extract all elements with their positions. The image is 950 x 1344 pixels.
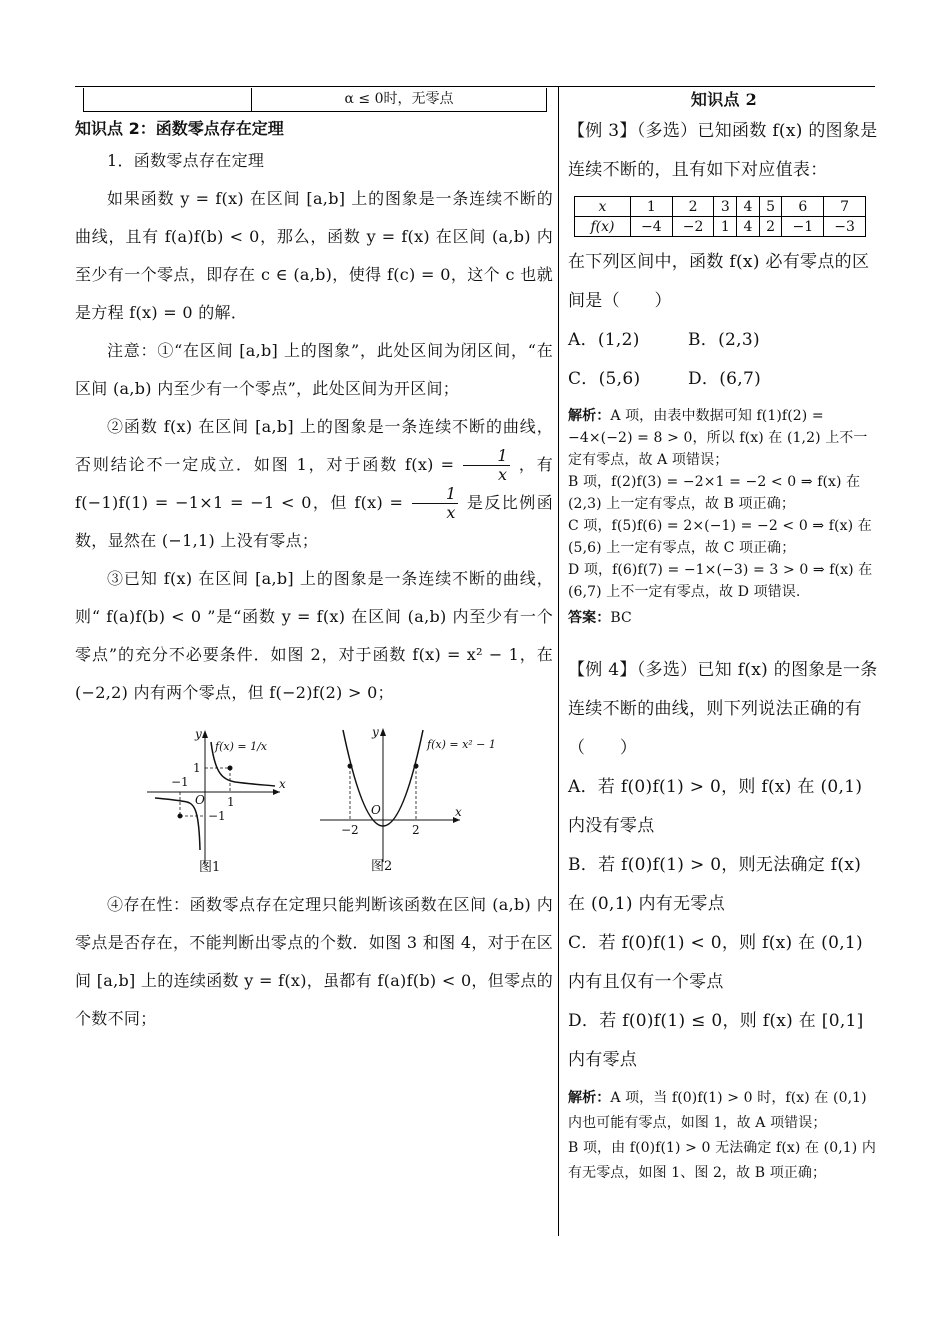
fig1-y-arrow	[202, 730, 208, 738]
figure-1	[147, 727, 286, 872]
solution-line: A 项，当 f(0)f(1) > 0 时，f(x) 在 (0,1) 内也可能有零点，如图 1，故 A 项错误；	[568, 1090, 867, 1131]
fig1-ytick-m1: −1	[208, 809, 226, 823]
fig2-tick-neg2: −2	[341, 823, 359, 837]
example-3-question: 在下列区间中，函数 f(x) 必有零点的区间是（ ）	[568, 252, 870, 311]
solution-line: A 项，由表中数据可知 f(1)f(2) = −4×(−2) = 8 > 0，所以 f(x) 在 (1,2) 上不一定有零点，故 A 项错误；	[568, 408, 868, 468]
table-header-fx: f(x)	[575, 217, 631, 237]
left-column	[75, 88, 553, 1038]
table-cell: 4	[737, 217, 760, 237]
option-c: C．(5,6)	[568, 369, 641, 389]
example-4-option-a: A．若 f(0)f(1) > 0，则 f(x) 在 (0,1) 内没有零点	[568, 777, 863, 836]
answer-label: 答案：	[568, 610, 611, 626]
option-a: A．(1,2)	[568, 330, 640, 350]
top-rule	[75, 86, 875, 87]
note-2-part-c: 是反比例函数，显然在 (−1,1) 上没有零点；	[75, 493, 554, 550]
fraction-numerator: 1	[463, 447, 509, 466]
table-cell: 2	[759, 217, 782, 237]
fig2-func-label: f(x) = x² − 1	[427, 738, 496, 751]
fig1-tick-neg1: −1	[171, 775, 189, 789]
figure-graphs	[75, 722, 545, 872]
example-3-options-row-2	[568, 360, 880, 399]
top-table-cell: α ≤ 0时，无零点	[344, 91, 454, 107]
solution-line: B 项，f(2)f(3) = −2×1 = −2 < 0 ⇒ f(x) 在 (2,3) 上一定有零点，故 B 项正确；	[568, 474, 861, 512]
top-table-fragment	[83, 88, 547, 112]
option-b: B．(2,3)	[688, 330, 760, 350]
answer	[568, 607, 880, 629]
table-cell: −3	[824, 217, 866, 237]
fig2-y-arrow	[380, 728, 386, 736]
example-3-solution	[568, 405, 880, 629]
right-column	[568, 88, 880, 1186]
example-3-options-row-1	[568, 321, 880, 360]
fig2-y-label: y	[372, 725, 379, 739]
fig2-x-label: x	[455, 805, 462, 819]
fig2-caption: 图2	[371, 859, 393, 872]
table-cell: 2	[672, 197, 714, 217]
section-title: 知识点 2：函数零点存在定理	[75, 119, 284, 138]
solution-label: 解析：	[568, 408, 611, 424]
table-cell: −2	[672, 217, 714, 237]
fig2-origin: O	[371, 803, 381, 817]
fraction-denominator: x	[446, 503, 456, 522]
table-cell: −4	[631, 217, 673, 237]
fig2-point-right	[414, 764, 419, 769]
option-d: D．(6,7)	[688, 369, 762, 389]
solution-label: 解析：	[568, 1090, 611, 1106]
fig1-func-label: f(x) = 1/x	[215, 740, 267, 753]
table-row-fx	[575, 217, 866, 237]
note-2-part-a: ②函数 f(x) 在区间 [a,b] 上的图象是一条连续不断的曲线，否则结论不一定成立．如图 1，对于函数 f(x) =	[75, 417, 553, 474]
top-table-empty-cell	[84, 88, 252, 111]
answer-value: BC	[610, 610, 632, 626]
table-cell: 6	[782, 197, 824, 217]
table-cell: 1	[631, 197, 673, 217]
fig2-point-left	[348, 764, 353, 769]
solution-line: D 项，f(6)f(7) = −1×(−3) = 3 > 0 ⇒ f(x) 在 (6,7) 上不一定有零点，故 D 项错误.	[568, 562, 873, 600]
note-4: ④存在性：函数零点存在定理只能判断该函数在区间 (a,b) 内零点是否存在，不能判断出零点的个数．如图 3 和图 4，对于在区间 [a,b] 上的连续函数 y = f(x)，虽都有 f(a)f(b) < 0，但零点的个数不同；	[75, 895, 553, 1028]
note-3: ③已知 f(x) 在区间 [a,b] 上的图象是一条连续不断的曲线，则“ f(a)f(b) < 0 ”是“函数 y = f(x) 在区间 (a,b) 内至少有一个零点”的充分不必要条件．如图 2，对于函数 f(x) = x² − 1，在 (−2,2) 内有两个零点，但 f(−2)f(2) > 0；	[75, 569, 553, 702]
note-1: 注意：①“在区间 [a,b] 上的图象”，此处区间为闭区间，“在区间 (a,b) 内至少有一个零点”，此处区间为开区间；	[75, 341, 553, 398]
fig1-ytick-1: 1	[193, 761, 201, 775]
theorem-statement: 如果函数 y = f(x) 在区间 [a,b] 上的图象是一条连续不断的曲线，且有 f(a)f(b) < 0，那么，函数 y = f(x) 在区间 (a,b) 内至少有一个零点，即存在 c ∈ (a,b)，使得 f(c) = 0，这个 c 也就是方程 f(x) = 0 的解．	[75, 189, 553, 322]
fig1-point-1-1	[228, 766, 233, 771]
fig1-origin: O	[195, 793, 205, 807]
fig2-tick-pos2: 2	[412, 823, 420, 837]
figure-2	[320, 725, 496, 872]
fig1-y-label: y	[195, 727, 202, 741]
note-2	[75, 408, 553, 560]
example-4-stem: 【例 4】（多选）已知 f(x) 的图象是一条连续不断的曲线，则下列说法正确的有（ ）	[568, 660, 878, 758]
example-4-option-b: B．若 f(0)f(1) > 0，则无法确定 f(x) 在 (0,1) 内有无零点	[568, 855, 862, 914]
table-cell: 1	[714, 217, 737, 237]
fig1-branch-negative	[155, 798, 200, 850]
table-cell: 5	[759, 197, 782, 217]
example-3-stem: 【例 3】（多选）已知函数 f(x) 的图象是连续不断的，且有如下对应值表：	[568, 121, 878, 180]
table-cell: 3	[714, 197, 737, 217]
solution-line: C 项，f(5)f(6) = 2×(−1) = −2 < 0 ⇒ f(x) 在 (5,6) 上一定有零点，故 C 项正确；	[568, 518, 872, 556]
fig1-point-m1-m1	[178, 814, 183, 819]
column-divider	[558, 86, 559, 1236]
right-header: 知识点 2	[690, 90, 758, 109]
table-cell: −1	[782, 217, 824, 237]
example-4-option-d: D．若 f(0)f(1) ≤ 0，则 f(x) 在 [0,1] 内有零点	[568, 1011, 864, 1070]
fig1-x-label: x	[279, 777, 286, 791]
solution-line: B 项，由 f(0)f(1) > 0 无法确定 f(x) 在 (0,1) 内有无零点，如图 1、图 2，故 B 项正确；	[568, 1140, 876, 1181]
table-cell: 4	[737, 197, 760, 217]
fig1-caption: 图1	[199, 860, 221, 872]
example-4-option-c: C．若 f(0)f(1) < 0，则 f(x) 在 (0,1) 内有且仅有一个零点	[568, 933, 863, 992]
table-header-x: x	[575, 197, 631, 217]
note-2-part-b: ，有 f(−1)f(1) = −1×1 = −1 < 0，但 f(x) =	[75, 455, 554, 512]
example-4-solution	[568, 1086, 880, 1186]
fraction-denominator: x	[497, 465, 508, 484]
fig1-tick-pos1: 1	[227, 795, 235, 809]
theorem-heading: 1．函数零点存在定理	[107, 151, 265, 170]
table-row-x	[575, 197, 866, 217]
fraction-numerator: 1	[412, 485, 458, 504]
fraction-1-over-x-2	[412, 485, 458, 522]
table-cell: 7	[824, 197, 866, 217]
value-table	[574, 196, 866, 237]
fraction-1-over-x	[463, 447, 509, 484]
figures	[75, 722, 553, 872]
